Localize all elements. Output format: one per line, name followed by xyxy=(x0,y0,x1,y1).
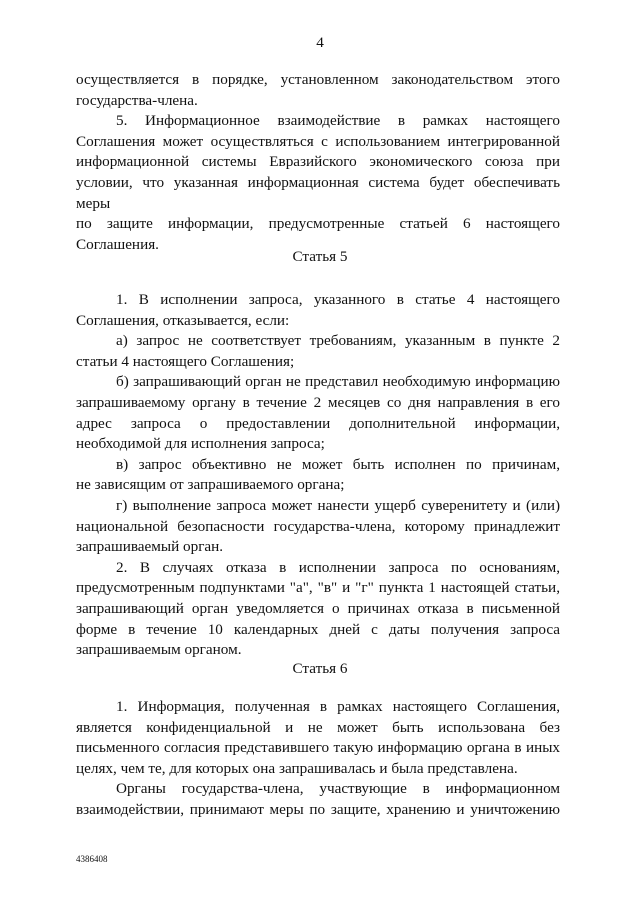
text-line: б) запрашивающий орган не представил необходимую информацию xyxy=(116,373,560,391)
text-line: по защите информации, предусмотренные статьей 6 настоящего xyxy=(76,215,560,233)
text-line: запрашивающий орган уведомляется о причинах отказа в письменной xyxy=(76,599,560,617)
text-line: г) выполнение запроса может нанести ущерб суверенитету и (или) xyxy=(116,496,560,514)
article-6-body xyxy=(76,697,560,821)
text-line: условии, что указанная информационная система будет обеспечивать меры xyxy=(76,173,560,212)
text-line: целях, чем те, для которых она запрашивалась и была представлена. xyxy=(76,759,518,777)
text-line: форме в течение 10 календарных дней с даты получения запроса xyxy=(76,620,560,638)
text-line: 2. В случаях отказа в исполнении запроса по основаниям, xyxy=(116,558,560,576)
document-code: 4386408 xyxy=(76,854,108,864)
text-line: Соглашения может осуществляться с использованием интегрированной xyxy=(76,132,560,150)
text-line: запрашиваемому органу в течение 2 месяцев со дня направления в его xyxy=(76,393,560,411)
article-5-body xyxy=(76,290,560,661)
text-line: Соглашения, отказывается, если: xyxy=(76,311,290,329)
text-line: осуществляется в порядке, установленном законодательством этого xyxy=(76,71,560,88)
text-line: запрашиваемым органом. xyxy=(76,641,242,659)
text-line: 1. В исполнении запроса, указанного в статье 4 настоящего xyxy=(116,291,560,308)
text-line: запрашиваемый орган. xyxy=(76,538,224,556)
paragraph-continuation-and-item-5 xyxy=(76,70,560,255)
text-line: взаимодействии, принимают меры по защите, хранению и уничтожению xyxy=(76,800,560,818)
text-line: в) запрос объективно не может быть исполнен по причинам, xyxy=(116,455,560,473)
text-line: Органы государства-члена, участвующие в информационном xyxy=(116,780,560,798)
text-line: государства-члена. xyxy=(76,91,198,109)
article-5-heading: Статья 5 xyxy=(292,248,348,265)
article-6-heading: Статья 6 xyxy=(292,660,348,677)
text-line: 5. Информационное взаимодействие в рамках настоящего xyxy=(116,112,560,130)
text-line: а) запрос не соответствует требованиям, указанным в пункте 2 xyxy=(116,332,560,350)
text-line: Соглашения. xyxy=(76,235,159,253)
text-line: информационной системы Евразийского экономического союза при xyxy=(76,153,560,171)
text-line: является конфиденциальной и не может быть использована без xyxy=(76,718,560,736)
text-line: статьи 4 настоящего Соглашения; xyxy=(76,352,295,370)
text-line: не зависящим от запрашиваемого органа; xyxy=(76,476,345,494)
text-line: адрес запроса о предоставлении дополнительной информации, xyxy=(76,414,560,432)
page-number: 4 xyxy=(316,34,324,51)
text-line: письменного согласия представившего такую информацию органа в иных xyxy=(76,739,560,757)
text-line: необходимой для исполнения запроса; xyxy=(76,435,325,453)
text-line: предусмотренным подпунктами "а", "в" и "г" пункта 1 настоящей статьи, xyxy=(76,579,560,597)
text-line: национальной безопасности государства-члена, которому принадлежит xyxy=(76,517,560,535)
text-line: 1. Информация, полученная в рамках настоящего Соглашения, xyxy=(116,698,560,715)
